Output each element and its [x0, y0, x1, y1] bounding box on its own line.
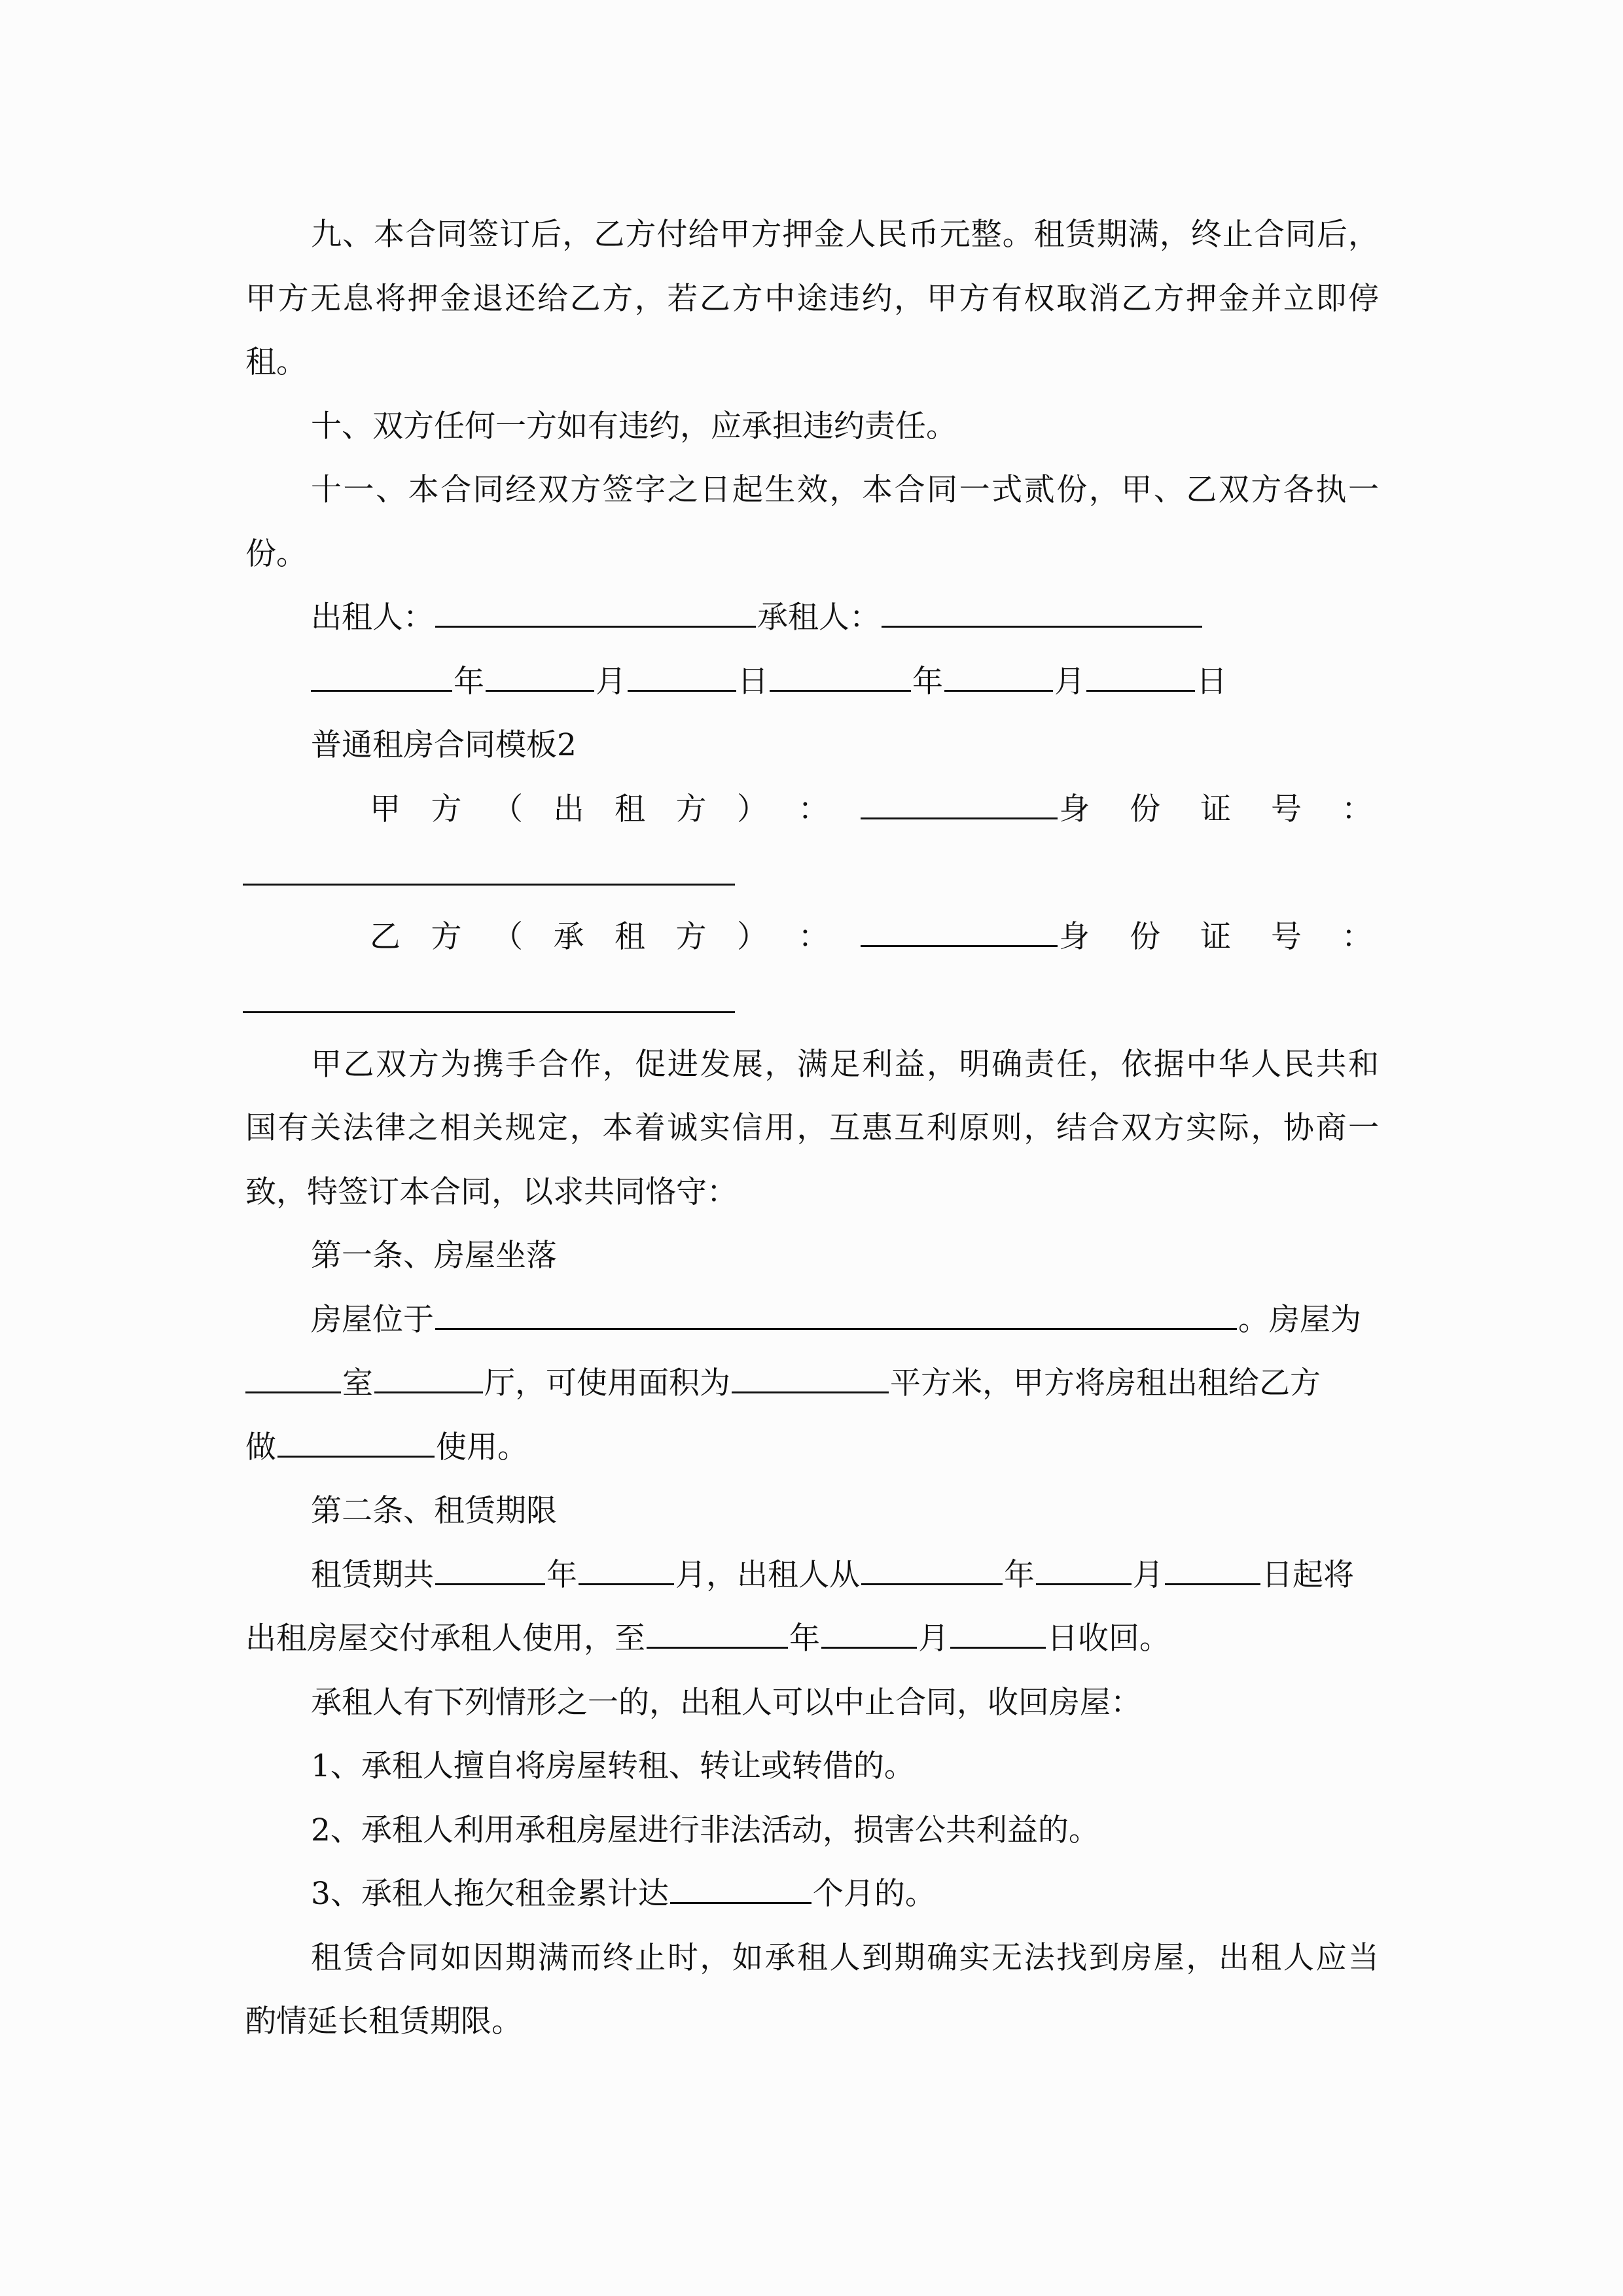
year-label: 年 — [912, 663, 943, 700]
preamble-line-2: 国有关法律之相关规定，本着诚实信用，互惠互利原则，结合双方实际，协商一 — [245, 1110, 1379, 1146]
hall-unit: 厅，可使用面积为 — [484, 1365, 730, 1401]
party-a-name-blank[interactable] — [861, 793, 1058, 819]
party-b-row — [245, 905, 1379, 969]
lessee-day-blank[interactable] — [1086, 665, 1195, 692]
extension-line-2: 酌情延长租赁期限。 — [245, 2003, 522, 2039]
clause-9-line-1: 九、本合同签订后，乙方付给甲方押金人民币元整。租赁期满，终止合同后， — [311, 217, 1379, 253]
year-label: 年 — [1004, 1556, 1035, 1593]
term-prefix: 租赁期共 — [311, 1556, 434, 1593]
article-2-heading: 第二条、租赁期限 — [311, 1493, 557, 1529]
termination-item-2: 2、承租人利用承租房屋进行非法活动，损害公共利益的。 — [311, 1812, 1099, 1848]
lessor-day-blank[interactable] — [628, 665, 736, 692]
termination-item-1: 1、承租人擅自将房屋转租、转让或转借的。 — [311, 1748, 915, 1784]
item-3-prefix: 3、承租人拖欠租金累计达 — [311, 1876, 669, 1912]
year-label: 年 — [546, 1556, 577, 1593]
document-page — [245, 203, 1379, 2054]
location-suffix: 。房屋为 — [1238, 1301, 1361, 1338]
party-a-id-row — [245, 841, 1379, 905]
end-month-blank[interactable] — [821, 1622, 917, 1649]
preamble-line-3: 致，特签订本合同，以求共同恪守： — [245, 1174, 738, 1210]
article-1-use-line — [245, 1416, 1379, 1480]
room-unit: 室 — [342, 1365, 373, 1401]
article-1-heading: 第一条、房屋坐落 — [311, 1238, 557, 1274]
clause-11-line-2: 份。 — [245, 535, 307, 572]
month-label: 月 — [1054, 663, 1085, 700]
start-year-blank[interactable] — [861, 1558, 1003, 1585]
party-b-name-blank[interactable] — [861, 920, 1058, 947]
area-suffix: 平方米，甲方将房租出租给乙方 — [890, 1365, 1321, 1401]
use-prefix: 做 — [245, 1429, 276, 1465]
article-1-layout-line — [245, 1352, 1379, 1416]
signature-date-row — [245, 650, 1379, 714]
end-day-blank[interactable] — [950, 1622, 1046, 1649]
year-label: 年 — [789, 1621, 820, 1657]
clause-9-line-3: 租。 — [245, 344, 307, 380]
termination-item-3 — [245, 1862, 1379, 1926]
house-location-blank[interactable] — [435, 1303, 1237, 1330]
lessor-signature-blank[interactable] — [435, 601, 756, 628]
termination-intro: 承租人有下列情形之一的，出租人可以中止合同，收回房屋： — [311, 1684, 1141, 1721]
term-years-blank[interactable] — [435, 1558, 545, 1585]
party-b-id-blank[interactable] — [243, 986, 735, 1013]
month-label: 月 — [596, 663, 626, 700]
term-months-blank[interactable] — [579, 1558, 674, 1585]
month-label: 月 — [918, 1621, 949, 1657]
start-day-blank[interactable] — [1165, 1558, 1260, 1585]
party-b-id-row — [245, 969, 1379, 1033]
rooms-blank[interactable] — [245, 1367, 341, 1393]
lessee-signature-blank[interactable] — [882, 601, 1202, 628]
article-2-term-line — [245, 1543, 1379, 1607]
lessor-label: 出租人： — [311, 600, 434, 636]
party-a-label: 甲 方 （ 出 租 方 ） ： — [370, 791, 829, 827]
party-a-id-label: 身 份 证 号 ： — [1059, 791, 1372, 827]
lessee-year-blank[interactable] — [770, 665, 911, 692]
lessor-month-blank[interactable] — [486, 665, 594, 692]
signature-row — [245, 586, 1379, 650]
extension-line-1: 租赁合同如因期满而终止时，如承租人到期确实无法找到房屋，出租人应当 — [311, 1939, 1379, 1976]
party-a-row — [245, 778, 1379, 842]
month-from-label: 月，出租人从 — [675, 1556, 860, 1593]
clause-9-line-2: 甲方无息将押金退还给乙方，若乙方中途违约，甲方有权取消乙方押金并立即停 — [245, 280, 1379, 317]
item-3-suffix: 个月的。 — [812, 1876, 936, 1912]
day-return-label: 日收回。 — [1047, 1621, 1170, 1657]
article-2-return-line — [245, 1607, 1379, 1671]
clause-11-line-1: 十一、本合同经双方签字之日起生效，本合同一式贰份，甲、乙双方各执一 — [311, 472, 1379, 508]
year-label: 年 — [454, 663, 484, 700]
day-label: 日 — [738, 663, 768, 700]
day-start-label: 日起将 — [1262, 1556, 1354, 1593]
location-prefix: 房屋位于 — [311, 1301, 434, 1338]
lessee-label: 承租人： — [757, 600, 880, 636]
lessee-month-blank[interactable] — [944, 665, 1053, 692]
clause-10: 十、双方任何一方如有违约，应承担违约责任。 — [311, 408, 957, 444]
party-b-label: 乙 方 （ 承 租 方 ） ： — [370, 918, 829, 955]
start-month-blank[interactable] — [1036, 1558, 1132, 1585]
handover-text: 出租房屋交付承租人使用，至 — [245, 1621, 645, 1657]
article-1-location-line — [245, 1288, 1379, 1352]
area-blank[interactable] — [732, 1367, 889, 1393]
usage-blank[interactable] — [277, 1431, 435, 1458]
preamble-line-1: 甲乙双方为携手合作，促进发展，满足利益，明确责任，依据中华人民共和 — [311, 1046, 1379, 1083]
overdue-months-blank[interactable] — [670, 1877, 812, 1904]
day-label: 日 — [1196, 663, 1227, 700]
use-suffix: 使用。 — [436, 1429, 528, 1465]
template-2-title: 普通租房合同模板2 — [311, 727, 577, 763]
party-b-id-label: 身 份 证 号 ： — [1059, 918, 1372, 955]
halls-blank[interactable] — [374, 1367, 483, 1393]
end-year-blank[interactable] — [647, 1622, 788, 1649]
party-a-id-blank[interactable] — [243, 859, 735, 886]
lessor-year-blank[interactable] — [311, 665, 452, 692]
month-label: 月 — [1133, 1556, 1164, 1593]
